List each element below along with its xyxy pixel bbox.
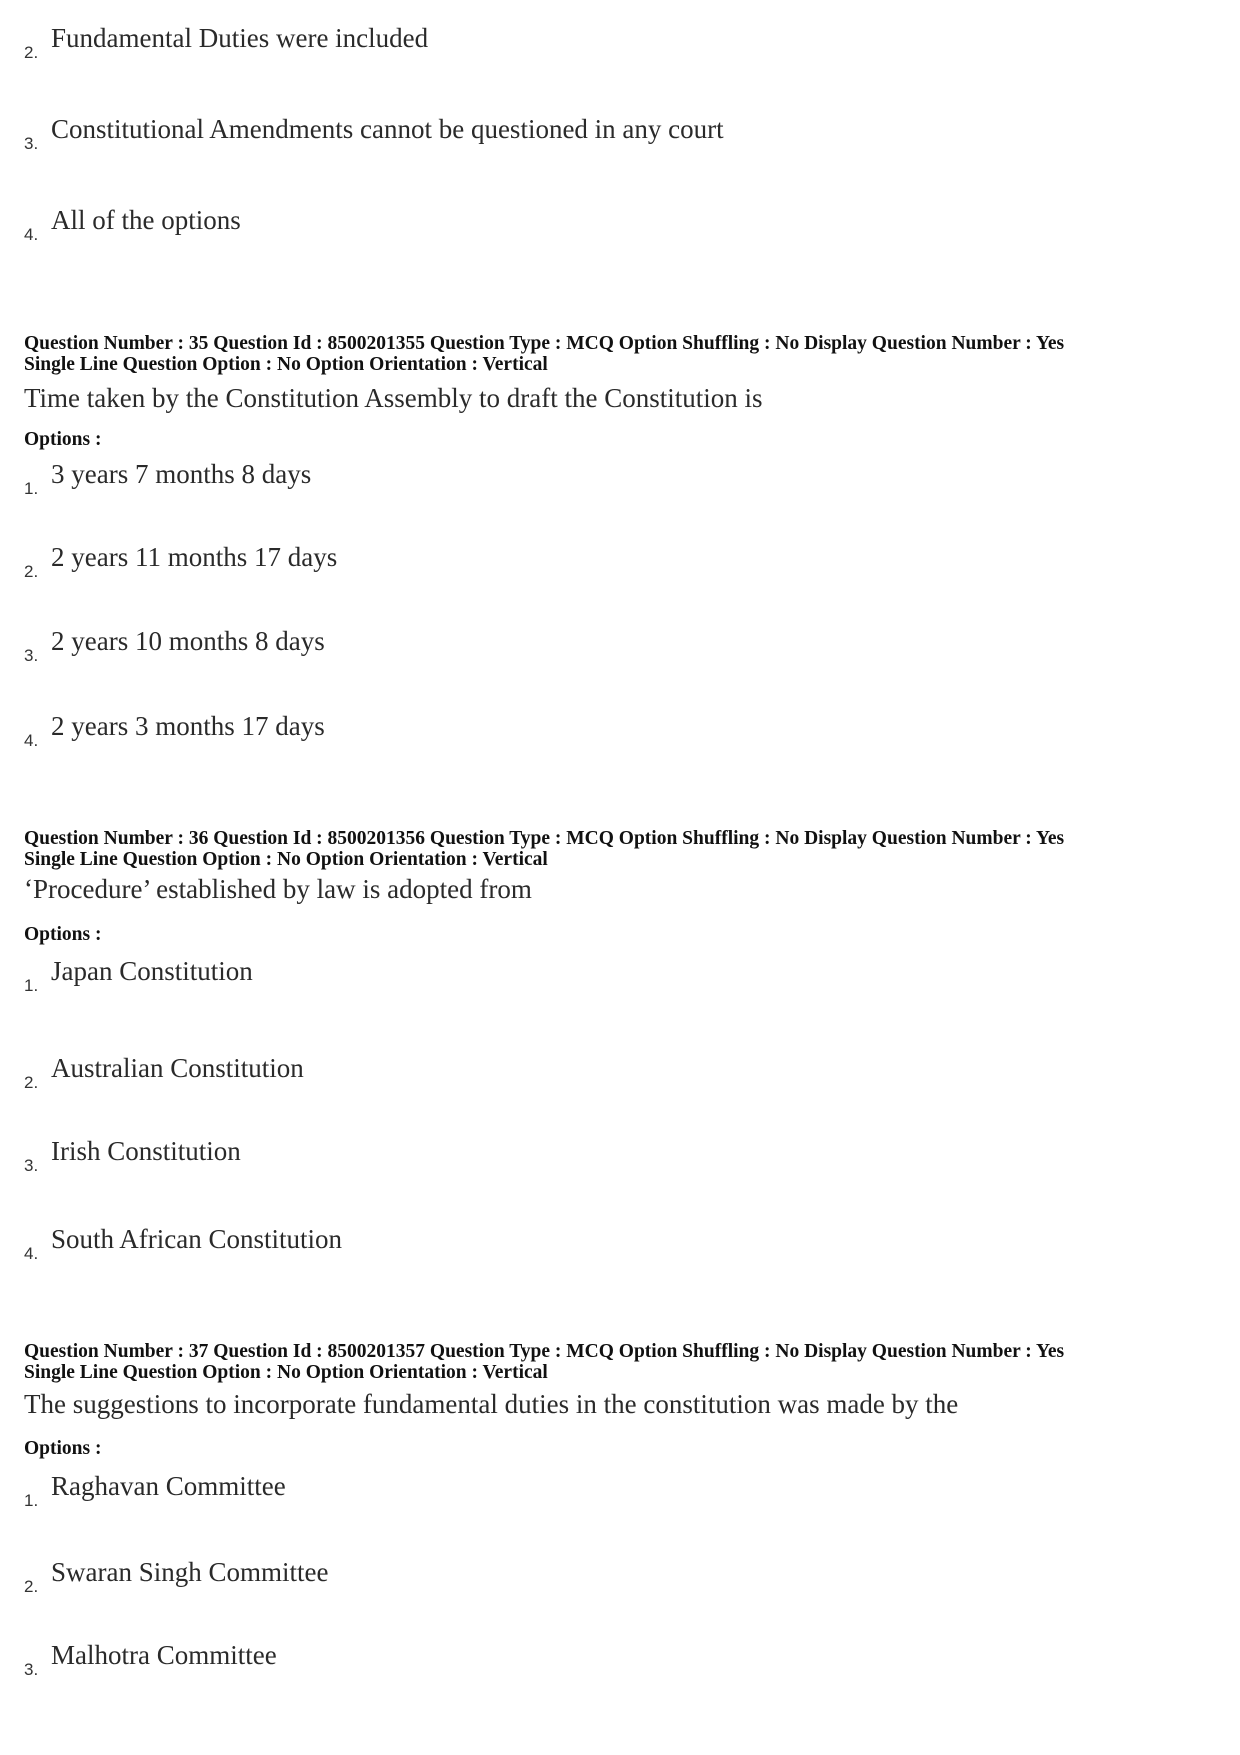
option-text: 2 years 10 months 8 days bbox=[51, 626, 325, 656]
option-number: 2. bbox=[24, 1073, 39, 1092]
option-text: Japan Constitution bbox=[51, 956, 253, 986]
question-meta bbox=[24, 828, 1064, 870]
option-number: 1. bbox=[24, 976, 39, 995]
option-text: Irish Constitution bbox=[51, 1136, 241, 1166]
option-item bbox=[24, 1557, 1204, 1597]
question-meta-line2: Single Line Question Option : No Option Orientation : Vertical bbox=[24, 849, 548, 870]
options-label: Options : bbox=[24, 429, 102, 450]
question-meta-line1: Question Number : 37 Question Id : 8500201357 Question Type : MCQ Option Shuffling : No Display Question Number : Yes bbox=[24, 1341, 1065, 1362]
option-text: Swaran Singh Committee bbox=[51, 1557, 329, 1587]
question-meta bbox=[24, 333, 1064, 375]
option-item bbox=[24, 1640, 1204, 1680]
option-text: 2 years 3 months 17 days bbox=[51, 711, 325, 741]
option-number: 3. bbox=[24, 646, 39, 665]
option-text: All of the options bbox=[51, 205, 241, 235]
option-text: 2 years 11 months 17 days bbox=[51, 542, 338, 572]
option-number: 4. bbox=[24, 1244, 39, 1263]
option-item bbox=[24, 459, 1204, 499]
option-item bbox=[24, 114, 1204, 154]
option-number: 3. bbox=[24, 1660, 39, 1679]
question-meta-line2: Single Line Question Option : No Option Orientation : Vertical bbox=[24, 1362, 548, 1383]
question-text: ‘Procedure’ established by law is adopted from bbox=[24, 874, 532, 904]
options-label: Options : bbox=[24, 924, 102, 945]
option-number: 1. bbox=[24, 1491, 39, 1510]
option-item bbox=[24, 1224, 1204, 1264]
option-text: South African Constitution bbox=[51, 1224, 343, 1254]
question-text: The suggestions to incorporate fundamental duties in the constitution was made by the bbox=[24, 1389, 959, 1419]
option-number: 3. bbox=[24, 134, 39, 153]
option-item bbox=[24, 542, 1204, 582]
options-label: Options : bbox=[24, 1438, 102, 1459]
option-item bbox=[24, 1053, 1204, 1093]
question-meta-line1: Question Number : 36 Question Id : 8500201356 Question Type : MCQ Option Shuffling : No Display Question Number : Yes bbox=[24, 828, 1065, 849]
option-text: Malhotra Committee bbox=[51, 1640, 277, 1670]
option-number: 2. bbox=[24, 562, 39, 581]
question-text: Time taken by the Constitution Assembly to draft the Constitution is bbox=[24, 383, 763, 413]
option-number: 2. bbox=[24, 1577, 39, 1596]
option-item bbox=[24, 956, 1204, 996]
option-number: 2. bbox=[24, 43, 39, 62]
option-text: Raghavan Committee bbox=[51, 1471, 286, 1501]
option-text: 3 years 7 months 8 days bbox=[51, 459, 312, 489]
option-item bbox=[24, 1471, 1204, 1511]
question-meta bbox=[24, 1341, 1064, 1383]
option-text: Australian Constitution bbox=[51, 1053, 304, 1083]
question-meta-line2: Single Line Question Option : No Option Orientation : Vertical bbox=[24, 354, 548, 375]
question-meta-line1: Question Number : 35 Question Id : 8500201355 Question Type : MCQ Option Shuffling : No Display Question Number : Yes bbox=[24, 333, 1065, 354]
option-item bbox=[24, 626, 1204, 666]
option-item bbox=[24, 711, 1204, 751]
option-number: 3. bbox=[24, 1156, 39, 1175]
option-item bbox=[24, 1136, 1204, 1176]
option-text: Constitutional Amendments cannot be questioned in any court bbox=[51, 114, 724, 144]
option-item bbox=[24, 205, 1204, 245]
option-number: 1. bbox=[24, 479, 39, 498]
option-text: Fundamental Duties were included bbox=[51, 23, 429, 53]
option-item bbox=[24, 23, 1204, 63]
option-number: 4. bbox=[24, 731, 39, 750]
option-number: 4. bbox=[24, 225, 39, 244]
